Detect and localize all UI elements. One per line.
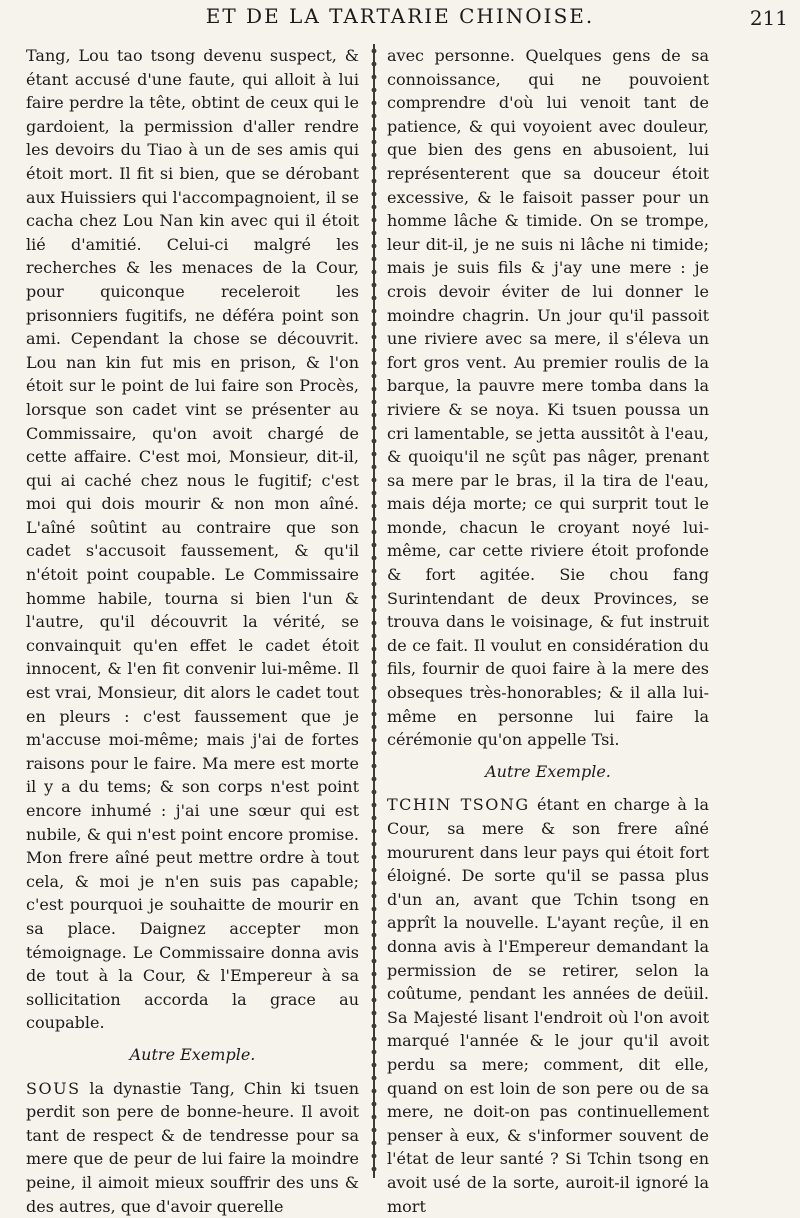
left-paragraph-1: Tang, Lou tao tsong devenu suspect, & étant accusé d'une faute, qui alloit à lui faire perdre la tête, obtint de ceux qui le gardoient, la permission d'aller rendre les devoirs du Tiao à un de ses amis qui étoit mort. Il fit si bien, que se dérobant aux Huissiers qui l'accompagnoient, il se cacha chez Lou Nan kin avec qui il étoit lié d'amitié. Celui-ci malgré les recherches & les menaces de la Cour, pour quiconque receleroit les prisonniers fugitifs, ne déféra point son ami. Cependant la chose se découvrit. Lou nan kin fut mis en prison, & l'on étoit sur le point de lui faire son Procès, lorsque son cadet vint se présenter au Commissaire, qu'on avoit chargé de cette affaire. C'est moi, Monsieur, dit-il, qui ai caché chez nous le fugitif; c'est moi qui dois mourir & non mon aîné. L'aîné soûtint au contraire que son cadet s'accusoit faussement, & qu'il n'étoit point coupable. Le Commissaire homme habile, tourna si bien l'un & l'autre, qu'il découvrit la vérité, se convainquit qu'en effet le cadet étoit innocent, & l'en fit convenir lui-même. Il est vrai, Monsieur, dit alors le cadet tout en pleurs : c'est faussement que je m'accuse moi-même; mais j'ai de fortes raisons pour le faire. Ma mere est morte il y a du tems; & son corps n'est point encore inhumé : j'ai une sœur qui est nubile, & qui n'est point encore promise. Mon frere aîné peut mettre ordre à tout cela, & moi je n'en suis pas capable; c'est pourquoi je souhaitte de mourir en sa place. Daignez accepter mon témoignage. Le Commissaire donna avis de tout à la Cour, & l'Empereur à sa sollicitation accorda la grace au coupable. (26, 46, 359, 1033)
left-paragraph-2 (26, 1077, 359, 1218)
page-header (0, 0, 800, 40)
right-section-title: Autre Exemple. (485, 761, 611, 781)
left-section-title: Autre Exemple. (129, 1044, 256, 1064)
page-number: 211 (749, 6, 788, 30)
right-paragraph-2 (387, 793, 709, 1218)
column-divider-ornament (367, 44, 381, 1178)
left-paragraph-2-lead: SOUS (26, 1078, 81, 1098)
right-paragraph-1: avec personne. Quelques gens de sa connoissance, qui ne pouvoient comprendre d'où lui venoit tant de patience, & qui voyoient avec douleur, que bien des gens en abusoient, lui représenterent que sa douceur étoit excessive, & le faisoit passer pour un homme lâche & timide. On se trompe, leur dit-il, je ne suis ni lâche ni timide; mais je suis fils & j'ay une mere : je crois devoir éviter de lui donner le moindre chagrin. Un jour qu'il passoit une riviere avec sa mere, il s'éleva un fort gros vent. Au premier roulis de la barque, la pauvre mere tomba dans la riviere & se noya. Ki tsuen poussa un cri lamentable, se jetta aussitôt à l'eau, & quoiqu'il ne sçût pas nâger, prenant sa mere par le bras, il la tira de l'eau, mais déja morte; ce qui surprit tout le monde, chacun le croyant noyé lui-même, car cette riviere étoit profonde & fort agitée. Sie chou fang Surintendant de deux Provinces, se trouva dans le voisinage, & fut instruit de ce fait. Il voulut en considération du fils, fournir de quoi faire à la mere des obseques très-honorables; & il alla lui-même en personne lui faire la cérémonie qu'on appelle Tsi. (387, 46, 709, 750)
right-paragraph-2-text: étant en charge à la Cour, sa mere & son frere aîné moururent dans leur pays qui étoit fort éloigné. De sorte qu'il se passa plus d'un an, avant que Tchin tsong en apprît la nouvelle. L'ayant reçûe, il en donna avis à l'Empereur demandant la permission de se retirer, selon la coûtume, pendant les années de deüil. Sa Majesté lisant l'endroit où l'on avoit marqué l'année & le jour qu'il avoit perdu sa mere; comment, dit elle, quand on est loin de son pere ou de sa mere, ne doit-on pas continuellement penser à eux, & s'informer souvent de l'état de leur santé ? Si Tchin tsong en avoit usé de la sorte, auroit-il ignoré la mort (387, 795, 710, 1216)
running-title: ET DE LA TARTARIE CHINOISE. (205, 4, 595, 28)
right-paragraph-2-lead: TCHIN TSONG (387, 795, 530, 815)
left-paragraph-2-text: la dynastie Tang, Chin ki tsuen perdit son pere de bonne-heure. Il avoit tant de respect & de tendresse pour sa mere que de peur de lui faire la moindre peine, il aimoit mieux souffrir des uns & des autres, que d'avoir querelle (26, 1078, 359, 1216)
right-column (387, 44, 710, 1216)
left-column (26, 44, 359, 1216)
